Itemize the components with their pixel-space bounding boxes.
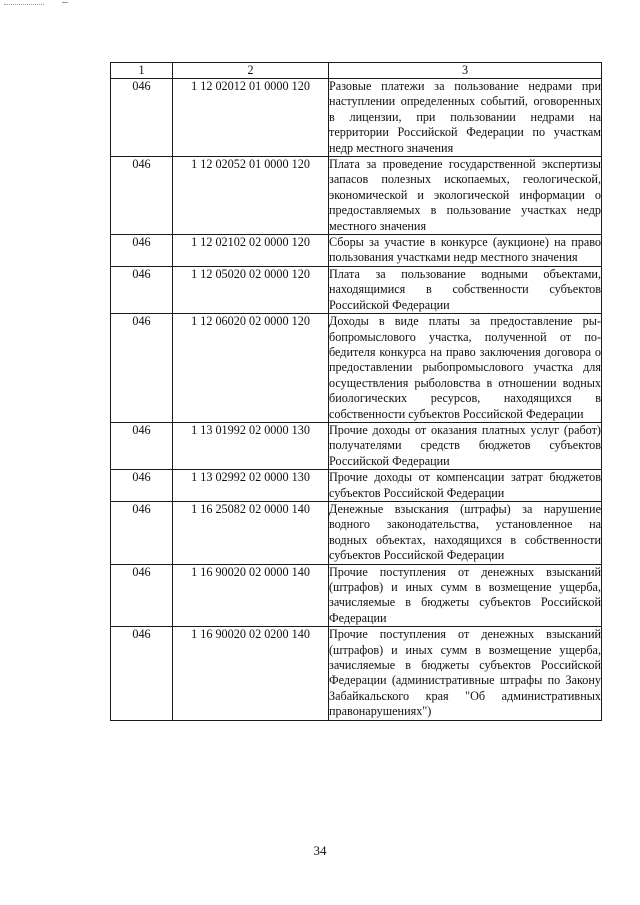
table-row	[111, 564, 602, 627]
administrator-code-cell: 046	[111, 79, 173, 157]
budget-classification-code-cell: 1 12 06020 02 0000 120	[173, 314, 329, 423]
administrator-code-cell: 046	[111, 564, 173, 627]
budget-classification-code-cell: 1 12 02012 01 0000 120	[173, 79, 329, 157]
administrator-code-cell: 046	[111, 422, 173, 469]
revenue-description-cell: Денежные взыскания (штрафы) за нарушение водного законодательства, установленное на водных объектах, находящихся в собственности субъектов Российской Федерации	[329, 501, 601, 563]
budget-classification-code-cell: 1 12 05020 02 0000 120	[173, 266, 329, 313]
budget-classification-code-cell: 1 13 01992 02 0000 130	[173, 422, 329, 469]
table-row	[111, 627, 602, 720]
revenue-description-cell: Разовые платежи за пользование недрами при наступлении определенных событий, оговоренных в лицензии, при пользовании недрами на территории Российской Федерации по участкам недр местного значения	[329, 79, 601, 155]
column-header-3: 3	[329, 63, 602, 79]
administrator-code-cell: 046	[111, 627, 173, 720]
table-row	[111, 266, 602, 313]
budget-classification-code-cell: 1 16 90020 02 0200 140	[173, 627, 329, 720]
revenue-description-cell: Прочие доходы от компенсации затрат бюджетов субъектов Российской Федерации	[329, 470, 601, 500]
scan-artifact	[62, 2, 68, 3]
column-header-2: 2	[173, 63, 329, 79]
administrator-code-cell: 046	[111, 157, 173, 235]
page-number: 34	[313, 843, 327, 858]
revenue-codes-table	[110, 62, 602, 721]
table-row	[111, 501, 602, 564]
revenue-description-cell: Прочие поступления от денежных взысканий (штрафов) и иных сумм в возмещение ущерба, зачисляемые в бюджеты субъектов Российской Федерации	[329, 564, 601, 625]
budget-classification-code-cell: 1 12 02102 02 0000 120	[173, 235, 329, 267]
revenue-description-cell: Прочие поступления от денежных взысканий (штрафов) и иных сумм в возмещение ущерба, зачисляемые в бюджеты субъектов Российской Федерации (административные штрафы по Закону Забайкальского края "Об административных правонарушениях")	[329, 627, 601, 719]
revenue-description-cell: Прочие доходы от оказания платных услуг (работ) получателями средств бюджетов субъектов Российской Федерации	[329, 422, 601, 468]
table-row	[111, 422, 602, 469]
table-row	[111, 79, 602, 157]
budget-classification-code-cell: 1 16 25082 02 0000 140	[173, 501, 329, 564]
administrator-code-cell: 046	[111, 266, 173, 313]
table-header-row	[111, 63, 602, 79]
revenue-description-cell: Плата за пользование водными объектами, находящимися в собственности субъектов Российской Федерации	[329, 266, 601, 312]
administrator-code-cell: 046	[111, 470, 173, 502]
table-row	[111, 157, 602, 235]
scan-artifact	[4, 4, 44, 9]
budget-classification-code-cell: 1 16 90020 02 0000 140	[173, 564, 329, 627]
administrator-code-cell: 046	[111, 314, 173, 423]
administrator-code-cell: 046	[111, 501, 173, 564]
revenue-description-cell: Плата за проведение государственной экспертизы запасов полезных ископаемых, геологической, экономической и экологической информации о предоставляемых в пользование участках недр местного значения	[329, 157, 601, 233]
table-row	[111, 235, 602, 267]
column-header-1: 1	[111, 63, 173, 79]
table-row	[111, 470, 602, 502]
revenue-description-cell: Сборы за участие в конкурсе (аукционе) на право пользования участками недр местного значения	[329, 235, 601, 265]
table-row	[111, 314, 602, 423]
administrator-code-cell: 046	[111, 235, 173, 267]
budget-classification-code-cell: 1 13 02992 02 0000 130	[173, 470, 329, 502]
budget-classification-code-cell: 1 12 02052 01 0000 120	[173, 157, 329, 235]
revenue-description-cell: Доходы в виде платы за предоставление рыбопромыслового участка, полученной от победителя конкурса на право заключения договора о предоставлении рыбопромыслового участка для осуществления рыболовства в отношении водных биологических ресурсов, находящихся в собственности субъектов Российской Федерации	[329, 314, 601, 421]
